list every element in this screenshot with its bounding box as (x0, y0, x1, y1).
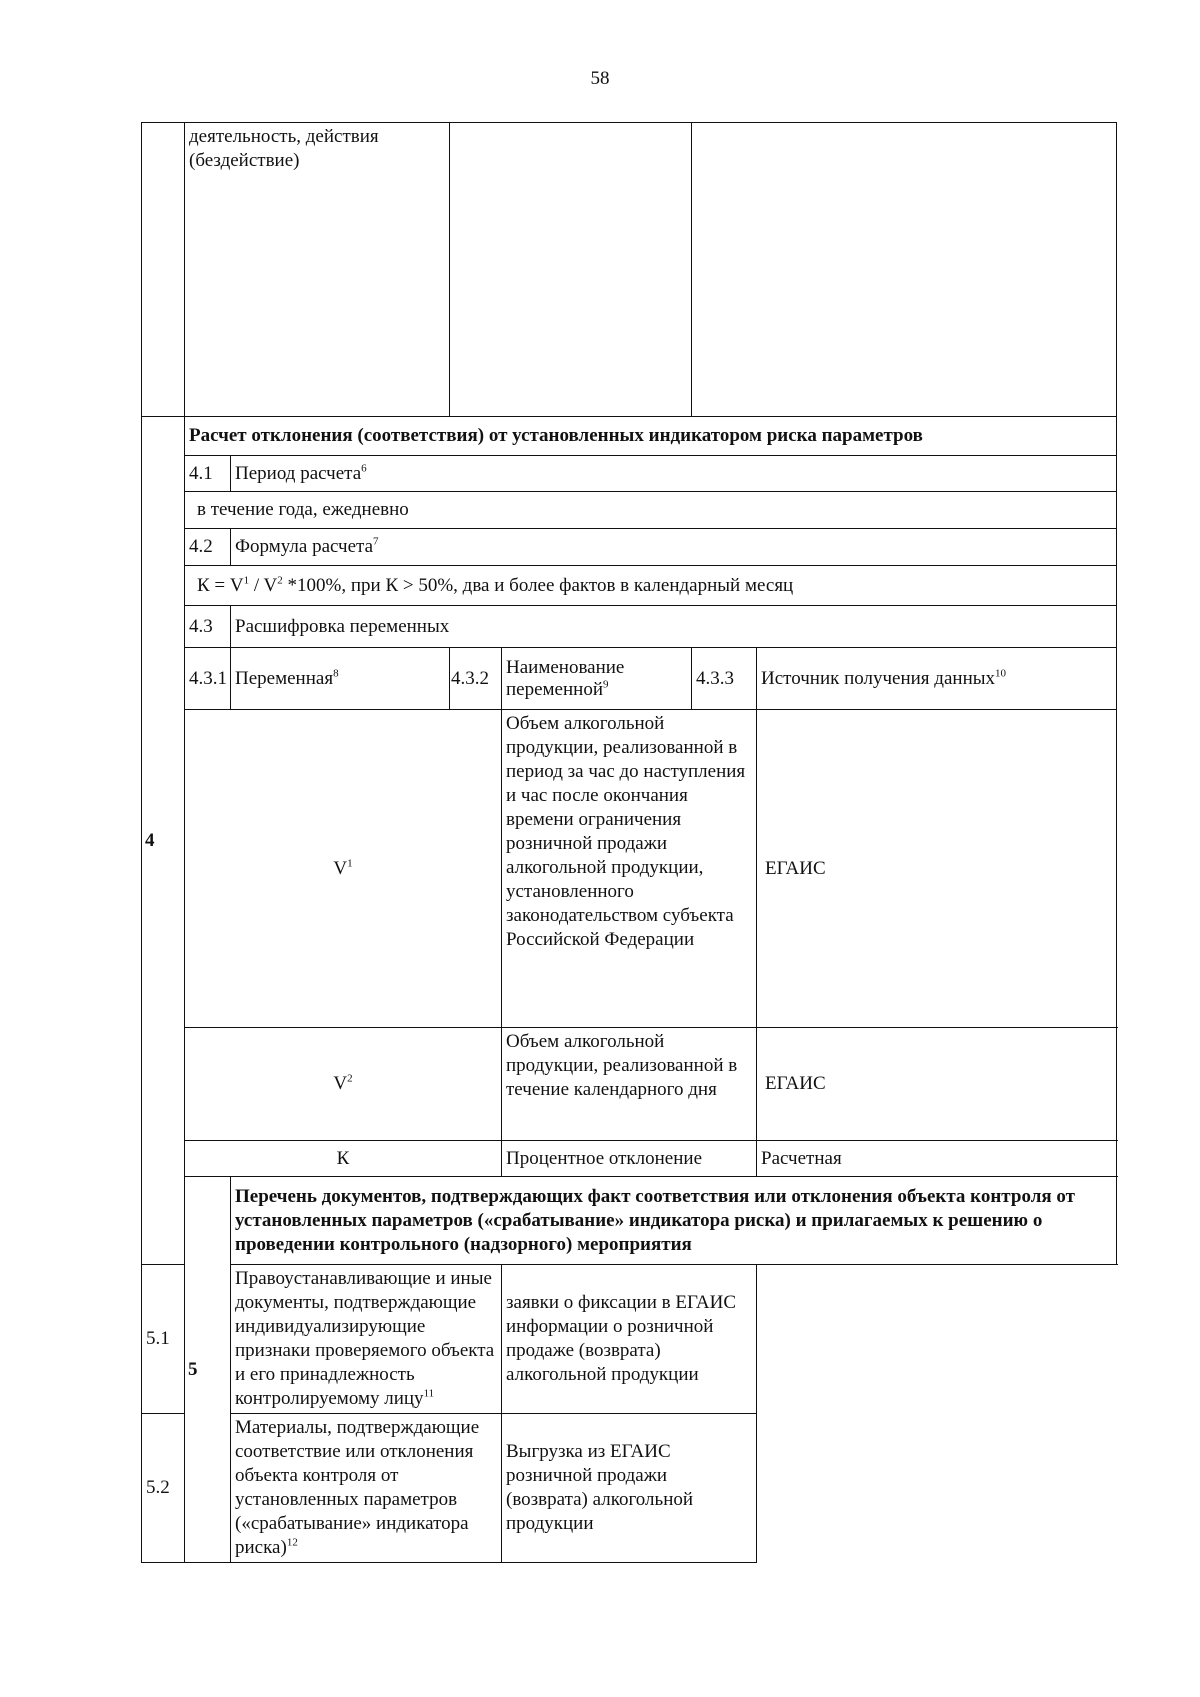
header-text: Переменная (235, 667, 334, 689)
footnote-ref: 11 (423, 1387, 435, 1400)
formula (185, 566, 1117, 606)
formula-sup: 2 (277, 574, 283, 587)
var-base: V (333, 857, 348, 879)
variable-symbol (185, 710, 502, 1028)
formula-part: / V (249, 574, 278, 596)
row-number: 4.2 (185, 529, 231, 566)
variable-row (142, 1141, 1117, 1177)
variable-row (142, 710, 1117, 1028)
header-text: Наименование переменной (506, 656, 625, 700)
label-text: Материалы, подтверждающие соответствие или отклонения объекта контроля от установленных параметров («срабатывание» индикатора риска) (235, 1417, 480, 1558)
col-number: 4.3.3 (692, 648, 757, 710)
variable-symbol: К (185, 1141, 502, 1177)
section-title: Расчет отклонения (соответствия) от установленных индикатором риска параметров (185, 417, 1117, 456)
empty-cell (450, 123, 692, 417)
row-label: Расшифровка переменных (231, 606, 1117, 648)
period-value: в течение года, ежедневно (185, 492, 1117, 529)
variable-symbol (185, 1028, 502, 1141)
row-number: 4.3 (185, 606, 231, 648)
formula-sup: 1 (243, 574, 250, 587)
row-number: 4.1 (185, 456, 231, 492)
row-4-1 (142, 456, 1117, 492)
section-number: 5 (185, 1177, 231, 1563)
footnote-ref: 6 (361, 462, 367, 475)
indicator-table (141, 122, 1117, 1563)
variable-source: ЕГАИС (757, 1028, 1117, 1141)
section-title: Перечень документов, подтверждающих факт соответствия или отклонения объекта контроля от установленных параметров («срабатывание» индикатора риска) и прилагаемых к решению о проведении контрольного (надзорного) мероприятия (231, 1177, 1117, 1265)
footnote-ref: 9 (603, 678, 609, 691)
num-cell-empty (142, 123, 185, 417)
row-4-3 (142, 606, 1117, 648)
empty-cell (692, 123, 1117, 417)
formula-part: *100%, при К > 50%, два и более фактов в календарный месяц (282, 574, 794, 596)
var-sup: 1 (347, 857, 353, 870)
footnote-ref: 10 (995, 667, 1007, 680)
row-label (231, 1265, 502, 1414)
col-header (502, 648, 692, 710)
col-number: 4.3.2 (450, 648, 502, 710)
footnote-ref: 8 (333, 667, 339, 680)
header-text: Источник получения данных (761, 667, 996, 689)
variable-source: Расчетная (757, 1141, 1117, 1177)
col-number: 4.3.1 (185, 648, 231, 710)
variable-source: ЕГАИС (757, 710, 1117, 1028)
var-base: V (333, 1073, 348, 1094)
label-text: Правоустанавливающие и иные документы, подтверждающие индивидуализирующие признаки проверяемого объекта и его принадлежность контролируемому лицу (235, 1268, 495, 1409)
footnote-ref: 12 (286, 1536, 298, 1549)
page-number: 58 (590, 68, 610, 89)
formula-part: К = V (197, 574, 244, 596)
label-text: Период расчета (235, 462, 362, 484)
row-5-1 (142, 1265, 1117, 1414)
footnote-ref: 7 (373, 535, 379, 548)
label-text: Формула расчета (235, 536, 374, 557)
row-label (231, 456, 1117, 492)
row-label (231, 529, 1117, 566)
section-number: 4 (142, 417, 185, 1265)
section4-title-row (142, 417, 1117, 456)
variable-name: Объем алкогольной продукции, реализованной в течение календарного дня (502, 1028, 757, 1141)
row-label (231, 1414, 502, 1563)
var-sup: 2 (347, 1072, 353, 1085)
variables-header-row (142, 648, 1117, 710)
continuation-text: деятельность, действия (бездействие) (185, 123, 450, 417)
row-4-1-value (142, 492, 1117, 529)
row-value: Выгрузка из ЕГАИС розничной продажи (возврата) алкогольной продукции (502, 1414, 757, 1563)
section5-title-row (142, 1177, 1117, 1265)
col-header (757, 648, 1117, 710)
row-value: заявки о фиксации в ЕГАИС информации о розничной продаже (возврата) алкогольной продукции (502, 1265, 757, 1414)
row-5-2 (142, 1414, 1117, 1563)
row-number: 5.1 (142, 1265, 231, 1414)
variable-row (142, 1028, 1117, 1141)
continuation-row (142, 123, 1117, 417)
col-header (231, 648, 450, 710)
row-number: 5.2 (142, 1414, 231, 1563)
variable-name: Объем алкогольной продукции, реализованной в период за час до наступления и час после окончания времени ограничения розничной продажи алкогольной продукции, установленного законодательством субъекта Российской Федерации (502, 710, 757, 1028)
row-4-2 (142, 529, 1117, 566)
variable-name: Процентное отклонение (502, 1141, 757, 1177)
row-4-2-value (142, 566, 1117, 606)
